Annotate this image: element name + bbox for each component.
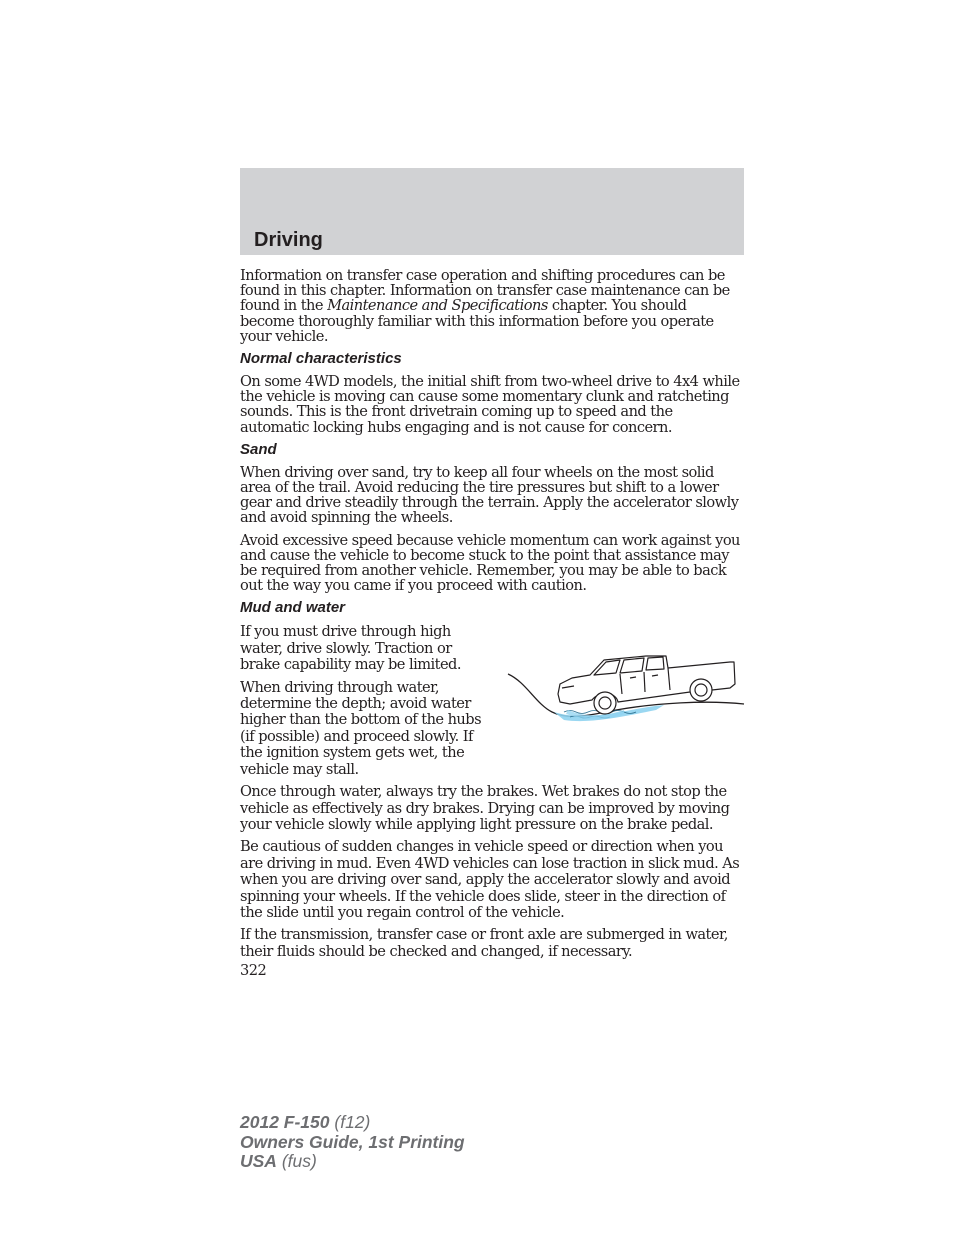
page-number: 322 [240,962,267,980]
heading-sand: Sand [240,440,277,458]
sand-paragraph-1: When driving over sand, try to keep all four wheels on the most solid area of the trail. Avoid reducing the tire pressures but shift to a lower gear and drive steadily through the terrain. Apply the accelerator slowly and avoid spinning the wheels. [240,463,739,527]
chapter-reference: Maintenance and Specifications [327,297,548,315]
mud-paragraph-4: Be cautious of sudden changes in vehicle speed or direction when you are driving in mud. Even 4WD vehicles can lose traction in slick mud. As when you are driving over sand, apply the accelerator slowly and avoid spinning your wheels. If the vehicle does slide, steer in the direction of the slide until you regain control of the vehicle. [240,838,740,921]
heading-normal-characteristics: Normal characteristics [240,350,402,368]
chapter-title: Driving [254,229,323,251]
mud-paragraph-1: If you must drive through high water, drive slowly. Traction or brake capability may be limited. [240,623,461,674]
mud-paragraph-5: If the transmission, transfer case or front axle are submerged in water, their fluids should be checked and changed, if necessary. [240,926,728,960]
sand-paragraph-2: Avoid excessive speed because vehicle momentum can work against you and cause the vehicle to become stuck to the point that assistance may be required from another vehicle. Remember, you may be able to back out the way you came if you proceed with caution. [240,531,740,595]
truck-in-water-icon [506,648,746,744]
mud-paragraph-2: When driving through water, determine the depth; avoid water higher than the bottom of the hubs (if possible) and proceed slowly. If the ignition system gets wet, the vehicle may stall. [240,678,482,778]
heading-mud-and-water: Mud and water [240,599,346,617]
normal-paragraph: On some 4WD models, the initial shift from two-wheel drive to 4x4 while the vehicle is moving can cause some momentary clunk and ratcheting sounds. This is the front drivetrain coming up to speed and the automatic locking hubs engaging and is not cause for concern. [240,373,740,436]
document-footer: 2012 F-150 (f12) Owners Guide, 1st Printing USA (fus) [240,1112,465,1171]
page-content [240,268,744,980]
mud-paragraph-3: Once through water, always try the brakes. Wet brakes do not stop the vehicle as effectively as dry brakes. Drying can be improved by moving your vehicle slowly while applying light pressure on the brake pedal. [240,783,730,833]
intro-paragraph: Information on transfer case operation and shifting procedures can be found in this chapter. Information on transfer case maintenance can be found in the Maintenance and Specifications chapter. You should become thoroughly familiar with this information before you operate your vehicle. [240,267,730,345]
